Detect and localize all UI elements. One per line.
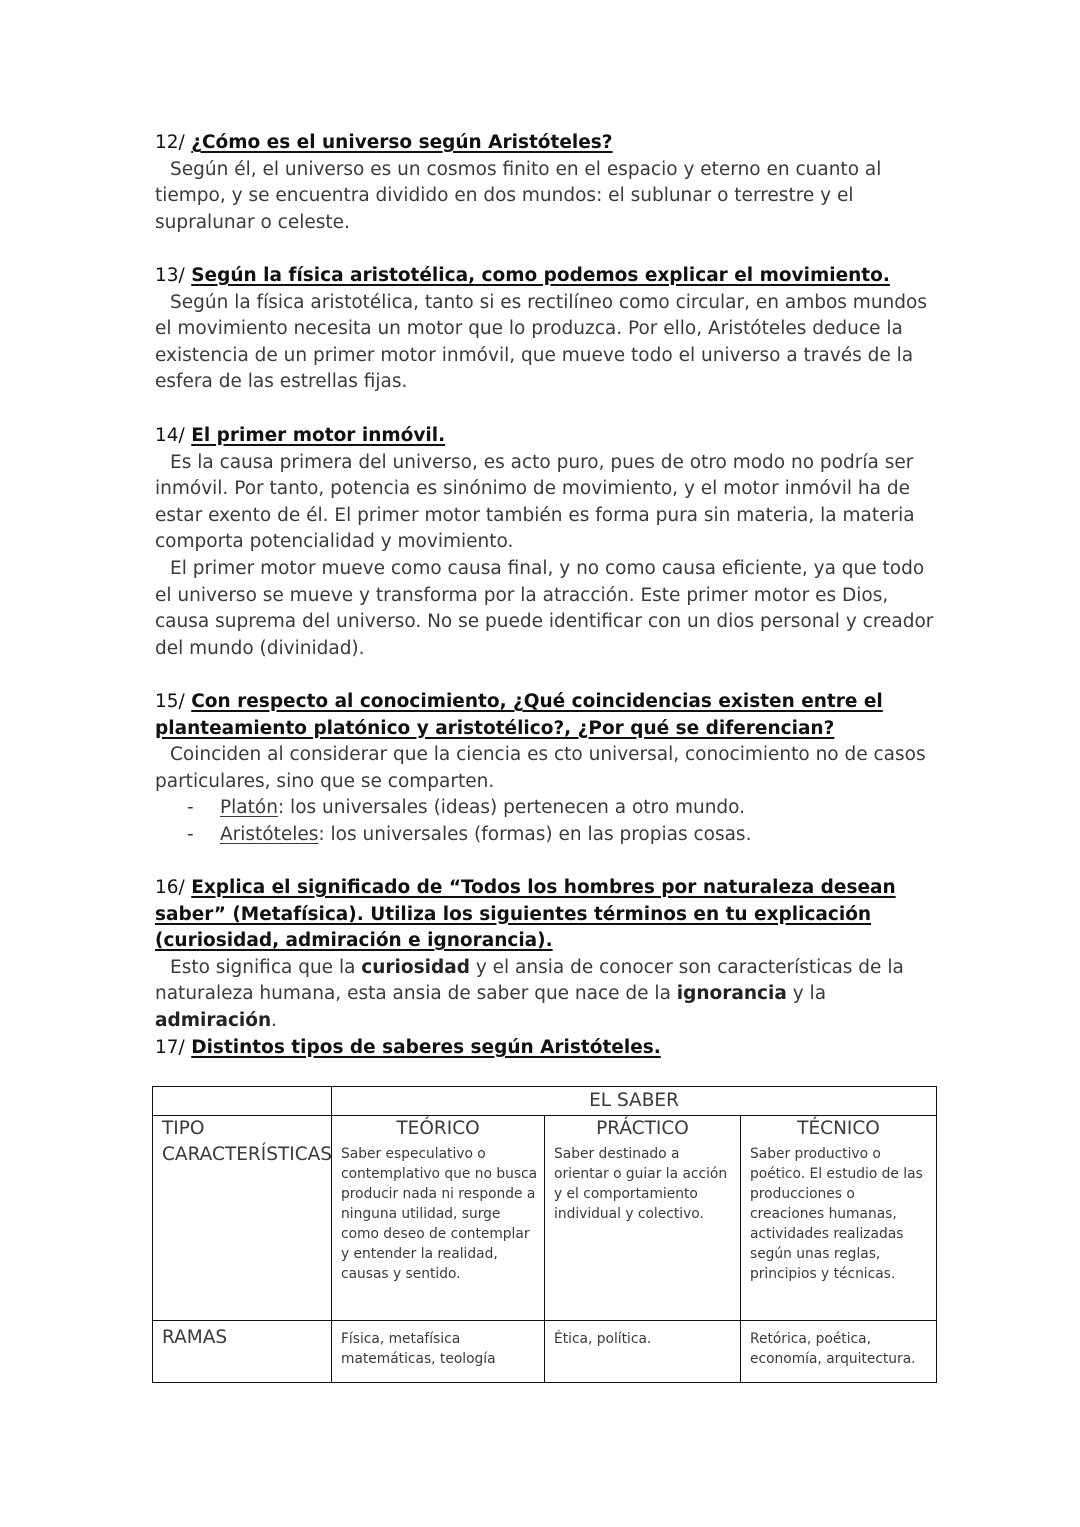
question-12 <box>155 130 945 236</box>
table-cell: Física, metafísica matemáticas, teología <box>332 1320 545 1382</box>
bullet-text: : los universales (ideas) pertenecen a otro mundo. <box>277 797 746 819</box>
question-heading <box>155 423 945 450</box>
question-number: 14/ <box>155 425 185 446</box>
question-title: Con respecto al conocimiento, ¿Qué coincidencias existen entre el planteamiento platónico y aristotélico?, ¿Por qué se diferencian? <box>155 691 883 739</box>
keyword: curiosidad <box>361 956 470 978</box>
table-cell: Saber especulativo o contemplativo que no busca producir nada ni responde a ninguna utilidad, surge como deseo de contemplar y entender la realidad, causas y sentido. <box>332 1142 545 1320</box>
table-row <box>153 1142 937 1320</box>
question-15 <box>155 689 945 849</box>
group-header: EL SABER <box>332 1087 937 1116</box>
table-cell: Saber productivo o poético. El estudio de las producciones o creaciones humanas, actividades realizadas según unas reglas, principios y técnicas. <box>741 1142 937 1320</box>
row-label: RAMAS <box>153 1320 332 1382</box>
question-title: Según la física aristotélica, como podemos explicar el movimiento. <box>191 265 890 286</box>
question-16 <box>155 875 945 1035</box>
question-heading <box>155 689 945 742</box>
question-number: 15/ <box>155 691 185 712</box>
bullet-term: Aristóteles <box>220 823 319 845</box>
list-item: - Platón: los universales (ideas) pertenecen a otro mundo. <box>187 797 746 819</box>
table-cell: Saber destinado a orientar o guiar la acción y el comportamiento individual y colectivo. <box>545 1142 741 1320</box>
bullet-list <box>155 795 945 848</box>
question-heading <box>155 263 945 290</box>
keyword: ignorancia <box>676 983 787 1005</box>
keyword: admiración <box>155 1009 272 1031</box>
answer-paragraph: Coinciden al considerar que la ciencia es cto universal, conocimiento no de casos particulares, sino que se comparten. <box>155 744 926 792</box>
answer-paragraph: Según la física aristotélica, tanto si es rectilíneo como circular, en ambos mundos el movimiento necesita un motor que lo produzca. Por ello, Aristóteles deduce la existencia de un primer motor inmóvil, que mueve todo el universo a través de la esfera de las estrellas fijas. <box>155 291 927 393</box>
table-header-row <box>153 1087 937 1116</box>
row-label: CARACTERÍSTICAS <box>153 1142 332 1320</box>
question-number: 17/ <box>155 1037 185 1058</box>
bullet-text: : los universales (formas) en las propias cosas. <box>318 823 752 845</box>
question-title: Distintos tipos de saberes según Aristóteles. <box>191 1037 661 1058</box>
table-row <box>153 1116 937 1143</box>
answer-paragraph: Esto significa que la curiosidad y el ansia de conocer son características de la naturaleza humana, esta ansia de saber que nace de la ignorancia y la admiración. <box>155 956 904 1031</box>
question-heading <box>155 1035 945 1062</box>
column-header: PRÁCTICO <box>545 1116 741 1143</box>
answer-paragraph: El primer motor mueve como causa final, y no como causa eficiente, ya que todo el universo se mueve y transforma por la atracción. Este primer motor es Dios, causa suprema del universo. No se puede identificar con un dios personal y creador del mundo (divinidad). <box>155 557 934 659</box>
table-row <box>153 1320 937 1382</box>
list-item: - Aristóteles: los universales (formas) en las propias cosas. <box>187 823 752 845</box>
question-number: 16/ <box>155 877 185 898</box>
question-17 <box>155 1035 945 1062</box>
answer-paragraph: Según él, el universo es un cosmos finito en el espacio y eterno en cuanto al tiempo, y se encuentra dividido en dos mundos: el sublunar o terrestre y el supralunar o celeste. <box>155 158 882 233</box>
question-14 <box>155 423 945 662</box>
table-corner-cell <box>153 1087 332 1116</box>
table-cell: Retórica, poética, economía, arquitectura. <box>741 1320 937 1382</box>
question-number: 13/ <box>155 265 185 286</box>
question-13 <box>155 263 945 396</box>
question-title: Explica el significado de “Todos los hombres por naturaleza desean saber” (Metafísica). Utiliza los siguientes términos en tu explicación (curiosidad, admiración e ignorancia). <box>155 877 896 952</box>
answer-paragraph: Es la causa primera del universo, es acto puro, pues de otro modo no podría ser inmóvil. Por tanto, potencia es sinónimo de movimiento, y el motor inmóvil ha de estar exento de él. El primer motor también es forma pura sin materia, la materia comporta potencialidad y movimiento. <box>155 451 915 553</box>
column-header: TEÓRICO <box>332 1116 545 1143</box>
saber-table <box>152 1086 937 1383</box>
question-title: ¿Cómo es el universo según Aristóteles? <box>191 132 613 153</box>
question-number: 12/ <box>155 132 185 153</box>
question-heading <box>155 875 945 955</box>
bullet-term: Platón <box>220 797 278 819</box>
question-title: El primer motor inmóvil. <box>191 425 446 446</box>
question-heading <box>155 130 945 157</box>
tipo-label: TIPO <box>153 1116 332 1143</box>
table-cell: Ética, política. <box>545 1320 741 1382</box>
column-header: TÉCNICO <box>741 1116 937 1143</box>
